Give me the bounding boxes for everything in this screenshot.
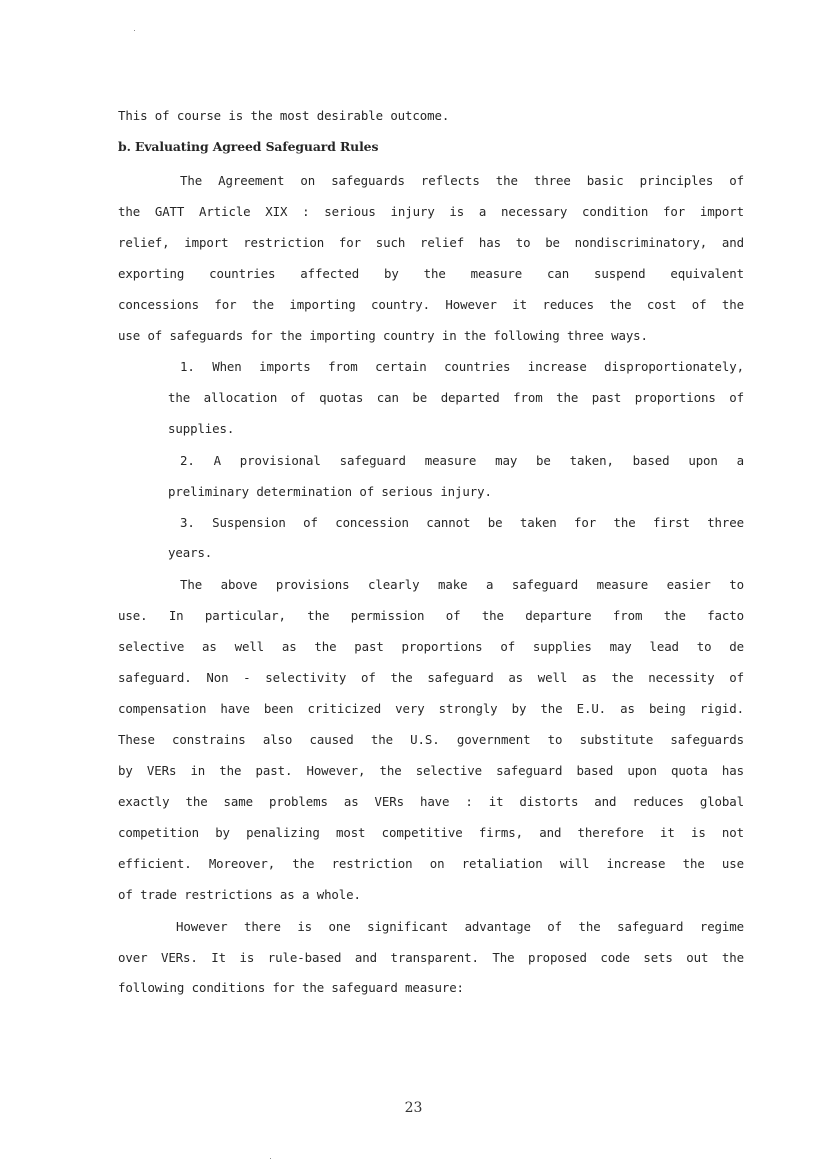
list-item-2-line: preliminary determination of serious injury. [168, 484, 492, 499]
paragraph2-line: by VERs in the past. However, the selective safeguard based upon quota has [118, 763, 744, 778]
paragraph1-line: relief, import restriction for such relief has to be nondiscriminatory, and [118, 235, 744, 250]
paragraph2-line: These constrains also caused the U.S. government to substitute safeguards [118, 732, 744, 747]
paragraph1-line: The Agreement on safeguards reflects the three basic principles of [180, 173, 744, 188]
paragraph2-line: exactly the same problems as VERs have : it distorts and reduces global [118, 794, 744, 809]
paragraph2-line: competition by penalizing most competitive firms, and therefore it is not [118, 825, 744, 840]
list-item-1-line: supplies. [168, 421, 235, 436]
opening-line: This of course is the most desirable outcome. [118, 108, 450, 123]
paragraph3-line: However there is one significant advantage of the safeguard regime [176, 919, 744, 934]
paragraph1-line: concessions for the importing country. However it reduces the cost of the [118, 297, 744, 312]
paragraph1-line: the GATT Article XIX : serious injury is a necessary condition for import [118, 204, 744, 219]
paragraph2-line: The above provisions clearly make a safeguard measure easier to [180, 577, 744, 592]
list-item-2-line: 2. A provisional safeguard measure may be taken, based upon a [180, 453, 744, 468]
paragraph3-line: over VERs. It is rule-based and transparent. The proposed code sets out the [118, 950, 744, 965]
list-item-3-line: years. [168, 545, 213, 560]
section-heading: b. Evaluating Agreed Safeguard Rules [118, 139, 379, 154]
paragraph1-line: exporting countries affected by the measure can suspend equivalent [118, 266, 744, 281]
paragraph2-line: use. In particular, the permission of the departure from the facto [118, 608, 744, 623]
paragraph2-line: safeguard. Non - selectivity of the safeguard as well as the necessity of [118, 670, 744, 685]
paragraph1-line: use of safeguards for the importing country in the following three ways. [118, 328, 648, 343]
paragraph2-line: efficient. Moreover, the restriction on retaliation will increase the use [118, 856, 744, 871]
paragraph2-line: compensation have been criticized very strongly by the E.U. as being rigid. [118, 701, 744, 716]
page-number: 23 [404, 1100, 423, 1116]
list-item-1-line: 1. When imports from certain countries increase disproportionately, [180, 359, 744, 374]
list-item-3-line: 3. Suspension of concession cannot be taken for the first three [180, 515, 744, 530]
paragraph2-line: selective as well as the past proportions of supplies may lead to de [118, 639, 744, 654]
scan-speck [270, 1158, 271, 1159]
list-item-1-line: the allocation of quotas can be departed from the past proportions of [168, 390, 744, 405]
scan-speck [134, 30, 135, 31]
paragraph2-line: of trade restrictions as a whole. [118, 887, 361, 902]
paragraph3-line: following conditions for the safeguard measure: [118, 980, 464, 995]
